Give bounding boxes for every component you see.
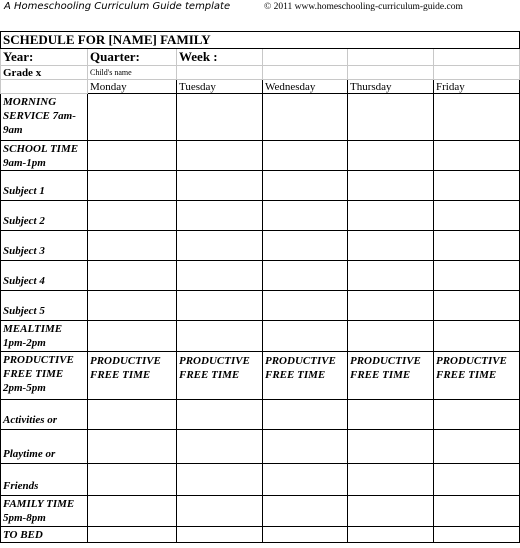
row-label-subject-4: Subject 4	[1, 261, 88, 291]
schedule-cell	[348, 171, 434, 201]
schedule-cell	[88, 261, 177, 291]
schedule-cell	[177, 527, 263, 543]
day-monday: Monday	[88, 80, 177, 94]
schedule-cell	[263, 94, 348, 141]
schedule-cell	[177, 141, 263, 171]
schedule-cell	[177, 291, 263, 321]
grade-label: Grade x	[1, 66, 88, 80]
grade-row	[1, 66, 520, 80]
schedule-cell	[434, 94, 520, 141]
schedule-cell	[88, 430, 177, 464]
schedule-cell	[177, 201, 263, 231]
row-label-morning-service: MORNING SERVICE 7am-9am	[1, 94, 88, 141]
schedule-cell	[348, 141, 434, 171]
schedule-cell	[263, 231, 348, 261]
day-wednesday: Wednesday	[263, 80, 348, 94]
year-label: Year:	[1, 49, 88, 66]
schedule-cell	[434, 321, 520, 352]
schedule-row	[1, 141, 520, 171]
schedule-cell	[263, 261, 348, 291]
schedule-cell	[263, 321, 348, 352]
schedule-cell	[348, 94, 434, 141]
schedule-cell	[348, 400, 434, 430]
schedule-cell	[263, 201, 348, 231]
schedule-cell	[348, 231, 434, 261]
schedule-cell	[177, 430, 263, 464]
schedule-cell	[88, 291, 177, 321]
schedule-cell	[88, 321, 177, 352]
schedule-cell	[434, 400, 520, 430]
schedule-cell	[88, 201, 177, 231]
schedule-row	[1, 171, 520, 201]
schedule-cell	[263, 464, 348, 496]
schedule-cell	[263, 527, 348, 543]
schedule-cell	[348, 291, 434, 321]
row-label-to-bed: TO BED	[1, 527, 88, 543]
schedule-cell	[88, 400, 177, 430]
blank-cell	[263, 49, 348, 66]
schedule-cell	[88, 464, 177, 496]
schedule-row	[1, 527, 520, 543]
row-label-subject-1: Subject 1	[1, 171, 88, 201]
blank-cell	[434, 66, 520, 80]
quarter-label: Quarter:	[88, 49, 177, 66]
schedule-row	[1, 321, 520, 352]
schedule-cell	[348, 261, 434, 291]
blank-cell	[348, 66, 434, 80]
row-label-friends: Friends	[1, 464, 88, 496]
schedule-cell	[434, 231, 520, 261]
row-label-subject-5: Subject 5	[1, 291, 88, 321]
schedule-cell	[434, 201, 520, 231]
schedule-title: SCHEDULE FOR [NAME] FAMILY	[1, 32, 520, 49]
blank-cell	[177, 66, 263, 80]
title-row	[1, 32, 520, 49]
schedule-cell	[177, 231, 263, 261]
productive-cell-thursday: PRODUCTIVE FREE TIME	[348, 352, 434, 400]
blank-cell	[434, 49, 520, 66]
schedule-cell	[434, 171, 520, 201]
schedule-cell	[348, 464, 434, 496]
schedule-row	[1, 291, 520, 321]
row-label-subject-2: Subject 2	[1, 201, 88, 231]
day-friday: Friday	[434, 80, 520, 94]
schedule-cell	[88, 496, 177, 527]
row-label-productive-free-time: PRODUCTIVE FREE TIME 2pm-5pm	[1, 352, 88, 400]
schedule-cell	[348, 430, 434, 464]
schedule-row	[1, 94, 520, 141]
child-name-label: Child's name	[88, 66, 177, 80]
schedule-cell	[434, 430, 520, 464]
row-label-playtime: Playtime or	[1, 430, 88, 464]
copyright-notice: © 2011 www.homeschooling-curriculum-guide.com	[264, 2, 463, 12]
schedule-row	[1, 261, 520, 291]
week-label: Week :	[177, 49, 263, 66]
year-row	[1, 49, 520, 66]
schedule-cell	[177, 171, 263, 201]
schedule-cell	[434, 141, 520, 171]
schedule-row	[1, 464, 520, 496]
row-label-activities: Activities or	[1, 400, 88, 430]
template-banner	[0, 0, 520, 16]
schedule-cell	[88, 527, 177, 543]
schedule-cell	[263, 400, 348, 430]
schedule-row	[1, 201, 520, 231]
blank-cell	[348, 49, 434, 66]
schedule-cell	[434, 527, 520, 543]
schedule-cell	[348, 527, 434, 543]
productive-cell-monday: PRODUCTIVE FREE TIME	[88, 352, 177, 400]
schedule-cell	[263, 141, 348, 171]
schedule-cell	[348, 201, 434, 231]
schedule-cell	[177, 261, 263, 291]
schedule-cell	[348, 321, 434, 352]
schedule-cell	[263, 430, 348, 464]
corner-cell	[1, 80, 88, 94]
row-label-school-time: SCHOOL TIME 9am-1pm	[1, 141, 88, 171]
day-thursday: Thursday	[348, 80, 434, 94]
schedule-cell	[434, 496, 520, 527]
productive-cell-wednesday: PRODUCTIVE FREE TIME	[263, 352, 348, 400]
schedule-table	[0, 31, 520, 543]
blank-cell	[263, 66, 348, 80]
schedule-cell	[177, 321, 263, 352]
schedule-cell	[348, 496, 434, 527]
schedule-cell	[263, 291, 348, 321]
productive-cell-tuesday: PRODUCTIVE FREE TIME	[177, 352, 263, 400]
schedule-cell	[177, 496, 263, 527]
schedule-row	[1, 400, 520, 430]
row-label-family-time: FAMILY TIME 5pm-8pm	[1, 496, 88, 527]
schedule-row	[1, 496, 520, 527]
schedule-cell	[177, 464, 263, 496]
schedule-cell	[434, 261, 520, 291]
day-tuesday: Tuesday	[177, 80, 263, 94]
schedule-cell	[434, 464, 520, 496]
row-label-subject-3: Subject 3	[1, 231, 88, 261]
row-label-mealtime: MEALTIME 1pm-2pm	[1, 321, 88, 352]
schedule-cell	[434, 291, 520, 321]
productive-cell-friday: PRODUCTIVE FREE TIME	[434, 352, 520, 400]
day-header-row	[1, 80, 520, 94]
schedule-cell	[263, 171, 348, 201]
schedule-cell	[88, 231, 177, 261]
schedule-cell	[177, 400, 263, 430]
template-title: A Homeschooling Curriculum Guide template	[4, 1, 231, 12]
schedule-cell	[263, 496, 348, 527]
schedule-cell	[88, 94, 177, 141]
schedule-cell	[88, 141, 177, 171]
schedule-row	[1, 352, 520, 400]
schedule-row	[1, 430, 520, 464]
schedule-cell	[88, 171, 177, 201]
schedule-row	[1, 231, 520, 261]
schedule-cell	[177, 94, 263, 141]
